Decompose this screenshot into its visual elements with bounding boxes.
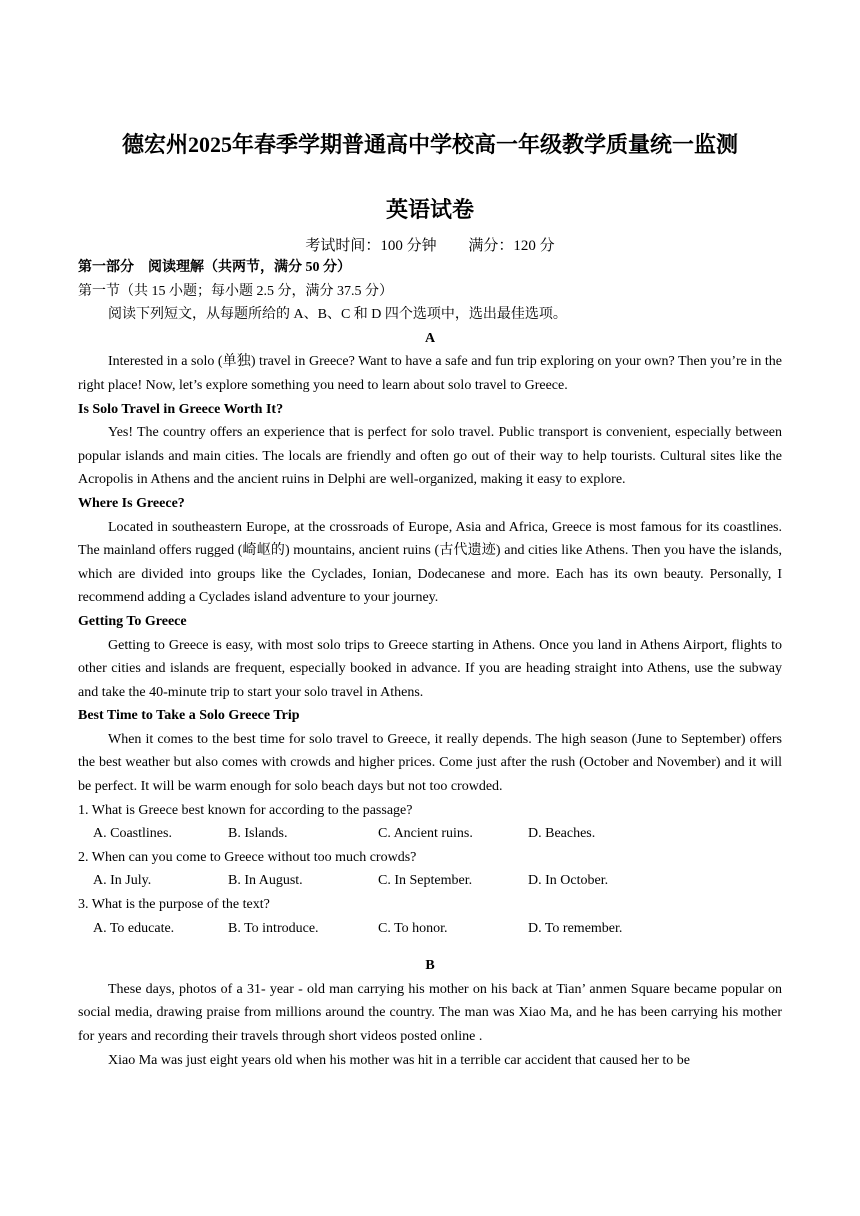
passage-a-label: A (424, 330, 436, 346)
passage-a-intro: Interested in a solo (单独) travel in Greece? Want to have a safe and fun trip exploring on your own? Then you’re in the right place! Now, let’s explore something you need to learn about solo travel to Greece. (78, 354, 782, 393)
option-d: D. In October. (528, 873, 609, 889)
passage-a-paragraph-1: Yes! The country offers an experience that is perfect for solo travel. Public transport is convenient, especially between popular islands and main cities. The locals are friendly and often go out of their way to help tourists. Cultural sites like the Acropolis in Athens and the ancient ruins in Delphi are well-organized, making it easy to explore. (78, 425, 782, 488)
option-b: B. In August. (228, 873, 303, 889)
option-b: B. To introduce. (228, 920, 319, 936)
spacer (78, 940, 782, 954)
question-1: 1. What is Greece best known for according to the passage? (78, 802, 413, 818)
passage-a-paragraph-3: Getting to Greece is easy, with most solo trips to Greece starting in Athens. Once you land in Athens Airport, flights to other cities and islands are frequent, especially booked in advance. If you are heading straight into Athens, use the subway and take the 40-minute trip to start your solo travel in Athens. (78, 637, 782, 700)
question-3: 3. What is the purpose of the text? (78, 897, 270, 913)
question-2: 2. When can you come to Greece without too much crowds? (78, 849, 417, 865)
passage-b-label: B (425, 958, 435, 974)
exam-time: 考试时间：100 分钟 (305, 238, 437, 254)
question-2-options (78, 869, 782, 893)
passage-a-heading-3: Getting To Greece (78, 613, 187, 629)
option-b: B. Islands. (228, 826, 288, 842)
exam-score: 满分：120 分 (468, 238, 555, 254)
option-d: D. To remember. (528, 920, 623, 936)
option-c: C. Ancient ruins. (378, 826, 473, 842)
option-d: D. Beaches. (528, 826, 596, 842)
passage-a-heading-4: Best Time to Take a Solo Greece Trip (78, 708, 300, 724)
exam-subtitle: 英语试卷 (385, 197, 474, 222)
exam-meta (0, 234, 860, 255)
option-c: C. In September. (378, 873, 473, 889)
option-a: A. In July. (93, 873, 152, 889)
passage-a-paragraph-2: Located in southeastern Europe, at the crossroads of Europe, Asia and Africa, Greece is most famous for its coastlines. The mainland offers rugged (崎岖的) mountains, ancient ruins (古代遗迹) and cities like Athens. Then you have the islands, which are divided into groups like the Cyclades, Ionian, Dodecanese and more. Each has its own beauty. Personally, I recommend adding a Cyclades island adventure to your journey. (78, 519, 782, 606)
subsection-heading: 第一节（共 15 小题；每小题 2.5 分，满分 37.5 分） (78, 283, 393, 299)
part-heading: 第一部分 阅读理解（共两节，满分 50 分） (78, 260, 351, 275)
passage-a-paragraph-4: When it comes to the best time for solo travel to Greece, it really depends. The high season (June to September) offers the best weather but also comes with crowds and higher prices. Come just after the rush (October and November) and it will be perfect. It will be warm enough for solo beach days but not too crowded. (78, 731, 782, 795)
passage-a-heading-2: Where Is Greece? (78, 495, 185, 511)
exam-title: 德宏州2025年春季学期普通高中学校高一年级教学质量统一监测 (121, 132, 738, 157)
option-c: C. To honor. (378, 920, 448, 936)
option-a: A. Coastlines. (93, 826, 172, 842)
question-1-options (78, 822, 782, 846)
passage-b-paragraph-1: These days, photos of a 31- year - old man carrying his mother on his back at Tian’ anmen Square became popular on social media, drawing praise from millions around the country. The man was Xiao Ma, and he has been carrying his mother for years and recording their travels through short videos posted online . (78, 981, 782, 1044)
exam-content (78, 256, 782, 1072)
instruction: 阅读下列短文，从每题所给的 A、B、C 和 D 四个选项中，选出最佳选项。 (108, 307, 567, 323)
option-a: A. To educate. (93, 920, 175, 936)
passage-a-heading-1: Is Solo Travel in Greece Worth It? (78, 401, 284, 417)
question-3-options (78, 917, 782, 941)
passage-b-paragraph-2: Xiao Ma was just eight years old when his mother was hit in a terrible car accident that caused her to be (108, 1052, 690, 1068)
